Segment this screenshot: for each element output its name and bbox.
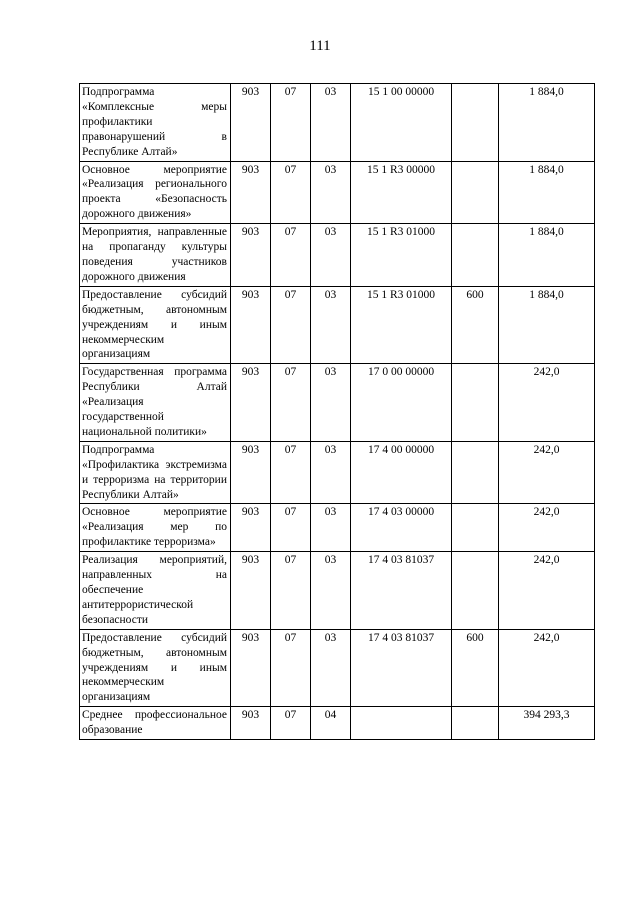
row-subsection: 03 xyxy=(311,504,351,552)
table-row xyxy=(80,441,595,504)
row-grbs: 903 xyxy=(231,286,271,364)
table-row xyxy=(80,364,595,442)
row-subsection: 04 xyxy=(311,707,351,740)
row-subsection: 03 xyxy=(311,84,351,162)
row-expense-type xyxy=(452,504,499,552)
row-amount: 1 884,0 xyxy=(499,286,595,364)
row-amount: 394 293,3 xyxy=(499,707,595,740)
row-section: 07 xyxy=(271,84,311,162)
row-expense-type xyxy=(452,707,499,740)
table-row xyxy=(80,552,595,630)
row-expense-type xyxy=(452,84,499,162)
row-name: Основное мероприятие «Реализация регионального проекта «Безопасность дорожного движения» xyxy=(80,161,231,224)
row-name: Предоставление субсидий бюджетным, автономным учреждениям и иным некоммерческим организациям xyxy=(80,286,231,364)
row-subsection: 03 xyxy=(311,552,351,630)
row-expense-type xyxy=(452,224,499,287)
row-name: Государственная программа Республики Алтай «Реализация государственной национальной политики» xyxy=(80,364,231,442)
row-expense-type xyxy=(452,552,499,630)
row-subsection: 03 xyxy=(311,286,351,364)
row-target-article: 17 4 03 81037 xyxy=(351,629,452,707)
row-target-article: 17 4 00 00000 xyxy=(351,441,452,504)
row-target-article: 17 0 00 00000 xyxy=(351,364,452,442)
row-target-article: 15 1 R3 00000 xyxy=(351,161,452,224)
row-section: 07 xyxy=(271,504,311,552)
table-row xyxy=(80,84,595,162)
row-target-article: 17 4 03 00000 xyxy=(351,504,452,552)
row-expense-type xyxy=(452,161,499,224)
row-target-article: 17 4 03 81037 xyxy=(351,552,452,630)
row-amount: 242,0 xyxy=(499,629,595,707)
row-name: Подпрограмма «Профилактика экстремизма и терроризма на территории Республики Алтай» xyxy=(80,441,231,504)
row-target-article: 15 1 00 00000 xyxy=(351,84,452,162)
row-target-article xyxy=(351,707,452,740)
row-expense-type xyxy=(452,364,499,442)
row-amount: 242,0 xyxy=(499,504,595,552)
row-amount: 1 884,0 xyxy=(499,161,595,224)
row-subsection: 03 xyxy=(311,224,351,287)
row-section: 07 xyxy=(271,552,311,630)
row-amount: 1 884,0 xyxy=(499,84,595,162)
row-expense-type: 600 xyxy=(452,629,499,707)
row-expense-type: 600 xyxy=(452,286,499,364)
table-row xyxy=(80,504,595,552)
row-grbs: 903 xyxy=(231,552,271,630)
row-section: 07 xyxy=(271,224,311,287)
row-name: Среднее профессиональное образование xyxy=(80,707,231,740)
budget-table xyxy=(79,83,595,740)
row-section: 07 xyxy=(271,629,311,707)
row-target-article: 15 1 R3 01000 xyxy=(351,224,452,287)
row-section: 07 xyxy=(271,441,311,504)
row-section: 07 xyxy=(271,161,311,224)
row-grbs: 903 xyxy=(231,84,271,162)
row-expense-type xyxy=(452,441,499,504)
row-grbs: 903 xyxy=(231,707,271,740)
row-section: 07 xyxy=(271,286,311,364)
row-grbs: 903 xyxy=(231,441,271,504)
row-name: Основное мероприятие «Реализация мер по профилактике терроризма» xyxy=(80,504,231,552)
row-name: Предоставление субсидий бюджетным, автономным учреждениям и иным некоммерческим организациям xyxy=(80,629,231,707)
table-row xyxy=(80,629,595,707)
page-number: 111 xyxy=(309,38,331,54)
table-row xyxy=(80,707,595,740)
table-row xyxy=(80,286,595,364)
row-subsection: 03 xyxy=(311,629,351,707)
row-section: 07 xyxy=(271,707,311,740)
row-grbs: 903 xyxy=(231,161,271,224)
row-section: 07 xyxy=(271,364,311,442)
row-name: Мероприятия, направленные на пропаганду культуры поведения участников дорожного движения xyxy=(80,224,231,287)
row-grbs: 903 xyxy=(231,504,271,552)
row-amount: 242,0 xyxy=(499,441,595,504)
table-row xyxy=(80,224,595,287)
row-grbs: 903 xyxy=(231,364,271,442)
row-name: Реализация мероприятий, направленных на обеспечение антитеррористической безопасности xyxy=(80,552,231,630)
table-row xyxy=(80,161,595,224)
row-subsection: 03 xyxy=(311,364,351,442)
row-amount: 242,0 xyxy=(499,552,595,630)
row-grbs: 903 xyxy=(231,629,271,707)
row-target-article: 15 1 R3 01000 xyxy=(351,286,452,364)
row-subsection: 03 xyxy=(311,441,351,504)
row-amount: 1 884,0 xyxy=(499,224,595,287)
row-grbs: 903 xyxy=(231,224,271,287)
row-subsection: 03 xyxy=(311,161,351,224)
row-name: Подпрограмма «Комплексные меры профилактики правонарушений в Республике Алтай» xyxy=(80,84,231,162)
row-amount: 242,0 xyxy=(499,364,595,442)
